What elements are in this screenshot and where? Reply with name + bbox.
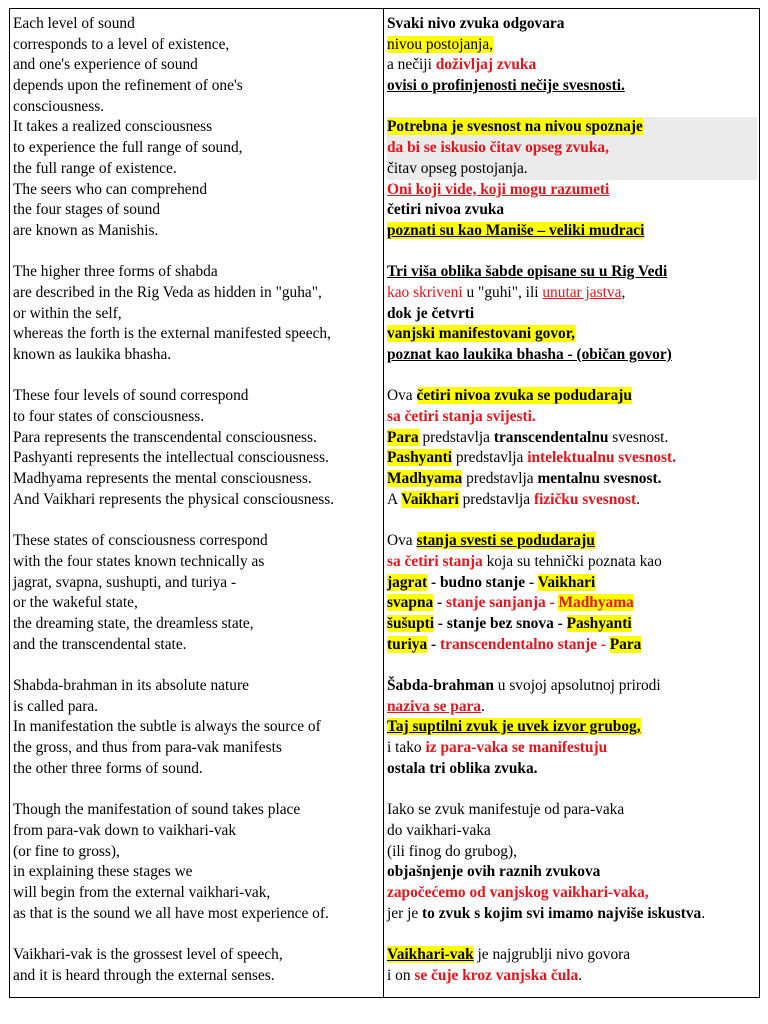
right-line <box>387 904 757 925</box>
right-line <box>387 593 757 614</box>
right-text-segment: predstavlja <box>452 449 528 467</box>
left-line <box>13 324 379 345</box>
left-text-segment: jagrat, svapna, sushupti, and turiya - <box>13 573 237 591</box>
right-line <box>387 821 757 842</box>
left-text-segment: and it is heard through the external senses. <box>13 966 275 984</box>
right-text-segment: nivou postojanja, <box>387 35 494 53</box>
left-line <box>13 966 379 987</box>
right-text-segment: mentalnu svesnost. <box>537 470 662 488</box>
left-line <box>13 531 379 552</box>
right-line <box>387 966 757 987</box>
right-line <box>387 842 757 863</box>
right-text-segment: . <box>701 904 706 922</box>
right-line <box>387 283 757 304</box>
right-text-segment: koja su tehnički poznata kao <box>482 552 662 570</box>
left-line <box>13 676 379 697</box>
left-line <box>13 200 379 221</box>
right-text-segment: objašnjenje ovih raznih zvukova <box>387 863 601 881</box>
left-text-segment: is called para. <box>13 697 99 715</box>
right-text-segment: i tako <box>387 739 426 757</box>
left-text-segment: to four states of consciousness. <box>13 408 205 426</box>
left-line <box>13 821 379 842</box>
right-text-segment: vanjski manifestovani govor, <box>387 325 575 343</box>
right-text-segment: da bi se iskusio čitav opseg zvuka, <box>387 139 609 157</box>
serbian-column <box>387 14 757 986</box>
left-text-segment: are known as Manishis. <box>13 221 159 239</box>
left-line <box>13 304 379 325</box>
left-blank-line <box>13 655 379 676</box>
left-line <box>13 862 379 883</box>
left-line <box>13 117 379 138</box>
right-text-segment: - stanje bez snova - <box>434 614 567 632</box>
right-text-segment: ovisi o profinjenosti nečije svesnosti. <box>387 77 625 95</box>
left-text-segment: depends upon the refinement of one's <box>13 77 243 95</box>
left-line <box>13 14 379 35</box>
left-line <box>13 614 379 635</box>
right-blank-line <box>387 924 757 945</box>
left-text-segment: from para-vak down to vaikhari-vak <box>13 821 237 839</box>
right-text-segment: - budno stanje - <box>427 573 538 591</box>
right-text-segment: Tri viša oblika šabde opisane su u Rig Vedi <box>387 263 668 281</box>
left-line <box>13 159 379 180</box>
left-text-segment: It takes a realized consciousness <box>13 118 213 136</box>
left-line <box>13 55 379 76</box>
left-text-segment: The higher three forms of shabda <box>13 263 218 281</box>
right-line <box>387 759 757 780</box>
right-text-segment: poznat kao laukika bhasha - (običan govor) <box>387 346 672 363</box>
right-text-segment: , <box>621 283 626 301</box>
right-line <box>387 304 757 325</box>
left-text-segment: Shabda-brahman in its absolute nature <box>13 677 249 694</box>
right-line <box>387 345 757 366</box>
left-text-segment: the dreaming state, the dreamless state, <box>13 614 254 632</box>
right-text-segment: dok je četvrti <box>387 304 475 322</box>
right-text-segment: . <box>636 490 640 508</box>
right-text-segment: stanja svesti se podudaraju <box>416 532 595 550</box>
left-text-segment: the other three forms of sound. <box>13 759 203 777</box>
right-text-segment: transcendentalnu <box>493 428 609 446</box>
left-line <box>13 97 379 118</box>
right-line <box>387 883 757 904</box>
translation-table <box>9 8 760 998</box>
left-text-segment: whereas the forth is the external manifested speech, <box>13 325 331 343</box>
right-text-segment: Ova <box>387 532 417 550</box>
right-text-segment: Madhyama <box>387 470 463 488</box>
right-text-segment: Vaikhari-vak <box>387 945 474 963</box>
right-text-segment: doživljaj zvuka <box>435 56 537 74</box>
left-text-segment: (or fine to gross), <box>13 842 120 860</box>
left-line <box>13 759 379 780</box>
right-line <box>387 448 757 469</box>
left-text-segment: The seers who can comprehend <box>13 180 208 198</box>
right-text-segment: Taj suptilni zvuk je uvek izvor grubog, <box>387 718 641 736</box>
right-text-segment: šušupti <box>387 614 435 632</box>
right-text-segment: Iako se zvuk manifestuje od para-vaka <box>387 801 625 819</box>
right-text-segment: intelektualnu svesnost. <box>527 449 677 467</box>
right-line <box>387 428 757 449</box>
right-text-segment: stanje sanjanja - <box>446 594 559 612</box>
right-line <box>387 180 757 201</box>
right-line <box>387 614 757 635</box>
left-line <box>13 407 379 428</box>
left-line <box>13 262 379 283</box>
right-text-segment: ostala tri oblika zvuka. <box>387 759 538 777</box>
right-blank-line <box>387 242 757 263</box>
right-line <box>387 490 757 511</box>
right-line <box>387 800 757 821</box>
right-line <box>387 55 757 76</box>
right-text-segment: Potrebna je svesnost na nivou spoznaje <box>387 118 643 136</box>
right-text-segment: četiri nivoa zvuka <box>387 201 505 219</box>
right-line <box>387 945 757 966</box>
left-text-segment: with the four states known technically as <box>13 552 265 570</box>
right-text-segment: a nečiji <box>387 56 436 74</box>
right-text-segment: jer je <box>387 904 423 922</box>
right-text-segment: svesnost. <box>608 428 669 446</box>
right-line <box>387 717 757 738</box>
left-text-segment: the four stages of sound <box>13 201 161 219</box>
right-text-segment: Para <box>387 428 419 446</box>
right-line <box>387 138 757 159</box>
right-line <box>387 262 757 283</box>
right-text-segment: predstavlja <box>418 428 494 446</box>
right-line <box>387 35 757 56</box>
right-blank-line <box>387 511 757 532</box>
left-line <box>13 717 379 738</box>
left-text-segment: the full range of existence. <box>13 159 177 177</box>
left-text-segment: And Vaikhari represents the physical consciousness. <box>13 490 335 508</box>
right-text-segment: . <box>481 697 485 715</box>
right-text-segment: Ova <box>387 387 417 405</box>
right-line <box>387 407 757 428</box>
left-line <box>13 428 379 449</box>
right-line <box>387 738 757 759</box>
right-text-segment: u svojoj apsolutnoj prirodi <box>493 677 661 694</box>
left-line <box>13 138 379 159</box>
right-line <box>387 635 757 656</box>
right-text-segment: naziva se para <box>387 697 482 715</box>
left-line <box>13 469 379 490</box>
right-line <box>387 386 757 407</box>
right-blank-line <box>387 97 757 118</box>
left-line <box>13 35 379 56</box>
left-line <box>13 593 379 614</box>
left-blank-line <box>13 924 379 945</box>
left-text-segment: are described in the Rig Veda as hidden in "guha", <box>13 283 322 301</box>
right-text-segment: unutar jastva <box>542 283 622 301</box>
right-line <box>387 676 757 697</box>
right-blank-line <box>387 779 757 800</box>
right-line <box>387 573 757 594</box>
left-line <box>13 552 379 573</box>
left-line <box>13 738 379 759</box>
left-text-segment: consciousness. <box>13 97 105 115</box>
right-blank-line <box>387 655 757 676</box>
right-text-segment: sa četiri stanja svijesti. <box>387 408 536 426</box>
column-divider <box>383 9 384 997</box>
right-text-segment: to zvuk s kojim svi imamo najviše iskustva <box>422 904 702 922</box>
right-text-segment: - <box>427 635 441 653</box>
left-blank-line <box>13 366 379 387</box>
right-text-segment: svapna <box>387 594 434 612</box>
right-line <box>387 159 757 180</box>
right-text-segment: sa četiri stanja <box>387 552 483 570</box>
right-text-segment: poznati su kao Maniše – veliki mudraci <box>387 221 645 239</box>
right-text-segment: Para <box>609 635 642 653</box>
right-text-segment: Madhyama <box>558 594 634 612</box>
right-line <box>387 200 757 221</box>
right-text-segment: jagrat <box>387 573 428 591</box>
right-text-segment: Šabda-brahman <box>387 677 494 694</box>
left-text-segment: These four levels of sound correspond <box>13 387 249 405</box>
left-text-segment: in explaining these stages we <box>13 863 193 881</box>
left-text-segment: known as laukika bhasha. <box>13 346 172 363</box>
left-line <box>13 945 379 966</box>
left-line <box>13 221 379 242</box>
right-text-segment: transcendentalno stanje - <box>440 635 610 653</box>
right-text-segment: . <box>578 966 583 984</box>
left-text-segment: These states of consciousness correspond <box>13 532 268 550</box>
left-text-segment: corresponds to a level of existence, <box>13 35 230 53</box>
left-line <box>13 842 379 863</box>
left-text-segment: or within the self, <box>13 304 122 322</box>
left-line <box>13 180 379 201</box>
right-text-segment: čitav opseg postojanja. <box>387 159 528 177</box>
left-line <box>13 386 379 407</box>
left-blank-line <box>13 242 379 263</box>
right-text-segment: fizičku svesnost <box>533 490 637 508</box>
right-text-segment: Svaki nivo zvuka odgovara <box>387 15 565 32</box>
right-text-segment: četiri nivoa zvuka se podudaraju <box>416 387 632 405</box>
right-line <box>387 76 757 97</box>
left-line <box>13 76 379 97</box>
right-line <box>387 14 757 35</box>
right-text-segment: Vaikhari <box>537 573 596 591</box>
left-line <box>13 283 379 304</box>
right-text-segment: Pashyanti <box>566 614 632 632</box>
right-text-segment: u "guhi", ili <box>462 283 543 301</box>
left-line <box>13 448 379 469</box>
right-line <box>387 221 757 242</box>
left-line <box>13 345 379 366</box>
left-line <box>13 800 379 821</box>
right-line <box>387 552 757 573</box>
right-blank-line <box>387 366 757 387</box>
right-text-segment: se čuje kroz vanjska čula <box>414 966 579 984</box>
left-text-segment: or the wakeful state, <box>13 594 138 612</box>
left-line <box>13 635 379 656</box>
left-text-segment: and one's experience of sound <box>13 56 198 74</box>
right-line <box>387 469 757 490</box>
right-text-segment: i on <box>387 966 415 984</box>
right-line <box>387 862 757 883</box>
left-text-segment: Each level of sound <box>13 15 135 32</box>
right-text-segment: Pashyanti <box>387 449 452 467</box>
right-text-segment: kao skriveni <box>387 283 463 301</box>
right-text-segment: (ili finog do grubog), <box>387 842 517 860</box>
left-line <box>13 904 379 925</box>
left-line <box>13 573 379 594</box>
left-text-segment: Vaikhari-vak is the grossest level of speech, <box>13 945 283 963</box>
left-line <box>13 697 379 718</box>
right-text-segment: do vaikhari-vaka <box>387 821 491 839</box>
right-text-segment: turiya <box>387 635 428 653</box>
right-text-segment: - <box>433 594 447 612</box>
left-line <box>13 490 379 511</box>
english-column <box>13 14 379 986</box>
left-text-segment: Para represents the transcendental consciousness. <box>13 428 317 446</box>
left-text-segment: Madhyama represents the mental consciousness. <box>13 470 312 488</box>
left-text-segment: to experience the full range of sound, <box>13 139 243 157</box>
left-line <box>13 883 379 904</box>
right-text-segment: iz para-vaka se manifestuju <box>425 739 608 757</box>
right-line <box>387 324 757 345</box>
right-line <box>387 531 757 552</box>
right-text-segment: Vaikhari <box>401 490 459 508</box>
left-text-segment: Though the manifestation of sound takes place <box>13 801 301 819</box>
left-text-segment: the gross, and thus from para-vak manifests <box>13 739 282 757</box>
right-text-segment: započećemo od vanjskog vaikhari-vaka, <box>387 883 649 901</box>
right-line <box>387 117 757 138</box>
right-text-segment: je najgrublji nivo govora <box>473 945 631 963</box>
right-text-segment: predstavlja <box>462 470 538 488</box>
left-text-segment: and the transcendental state. <box>13 635 187 653</box>
left-text-segment: will begin from the external vaikhari-vak, <box>13 883 271 901</box>
right-line <box>387 697 757 718</box>
left-text-segment: In manifestation the subtle is always the source of <box>13 718 321 736</box>
left-blank-line <box>13 779 379 800</box>
right-text-segment: predstavlja <box>458 490 534 508</box>
left-text-segment: as that is the sound we all have most experience of. <box>13 904 329 922</box>
left-blank-line <box>13 511 379 532</box>
left-text-segment: Pashyanti represents the intellectual consciousness. <box>13 449 329 467</box>
right-text-segment: A <box>387 490 402 508</box>
right-text-segment: Oni koji vide, koji mogu razumeti <box>387 180 610 198</box>
